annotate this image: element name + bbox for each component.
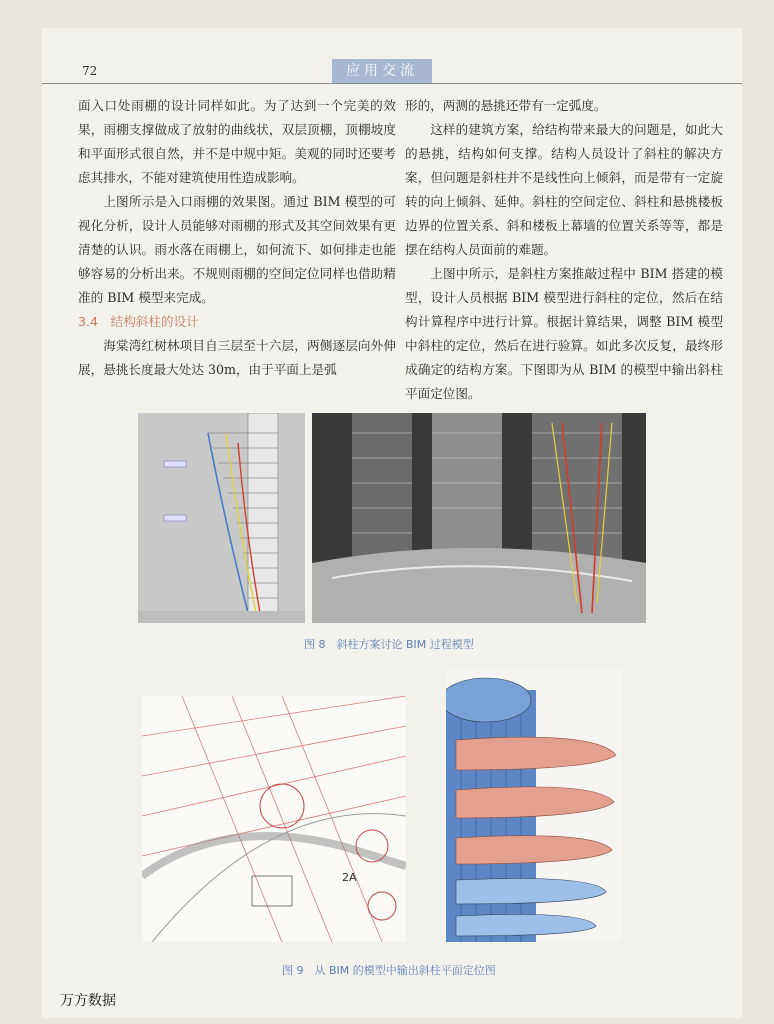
figure-9-tower-render [446,670,622,942]
page [42,28,742,1018]
plan-label: 2A [342,871,357,884]
left-column [78,94,396,382]
watermark: 万方数据 [60,993,116,1009]
right-column [405,94,723,406]
header-divider [42,83,742,84]
figure-8-caption: 图 8 斜柱方案讨论 BIM 过程模型 [304,638,474,651]
right-paragraph-3: 上图中所示，是斜柱方案推敲过程中 BIM 搭建的模型，设计人员根据 BIM 模型进行斜柱的定位，然后在结构计算程序中进行计算。根据计算结果，调整 BIM 模型中斜柱的定位，然后在进行验算。如此多次反复，最终形成确定的结构方案。下图即为从 BIM 的模型中输出斜柱平面定位图。 [405,266,723,401]
right-paragraph-2: 这样的建筑方案，给结构带来最大的问题是，如此大的悬挑，结构如何支撑。结构人员设计了斜柱的解决方案，但问题是斜柱并不是线性向上倾斜，而是带有一定旋转的向上倾斜、延伸。斜柱的空间定位、斜柱和悬挑楼板边界的位置关系、斜和楼板上幕墙的位置关系等等，都是摆在结构人员面前的难题。 [405,122,723,257]
figure-8-3d-model [312,413,646,623]
right-paragraph-1: 形的，两测的悬挑还带有一定弧度。 [405,98,607,113]
figure-9-plan [142,696,406,942]
figure-8-section-model [138,413,305,623]
section-heading: 3.4 结构斜柱的设计 [78,314,199,329]
figure-9-caption: 图 9 从 BIM 的模型中输出斜柱平面定位图 [282,964,496,977]
left-paragraph-1: 面入口处雨棚的设计同样如此。为了达到一个完美的效果，雨棚支撑做成了放射的曲线状，双层顶棚，顶棚坡度和平面形式很自然，并不是中规中矩。美观的同时还要考虑其排水，不能对建筑使用性造成影响。 [78,98,396,185]
left-paragraph-3: 海棠湾红树林项目自三层至十六层，两侧逐层向外伸展，悬挑长度最大处达 30m，由于平面上是弧 [78,338,396,377]
page-number: 72 [82,64,98,78]
left-paragraph-2: 上图所示是入口雨棚的效果图。通过 BIM 模型的可视化分析，设计人员能够对雨棚的形式及其空间效果有更清楚的认识。雨水落在雨棚上，如何流下、如何排走也能够容易的分析出来。不规则雨棚的空间定位同样也借助精准的 BIM 模型来完成。 [78,194,396,305]
section-title: 应用交流 [332,59,432,83]
